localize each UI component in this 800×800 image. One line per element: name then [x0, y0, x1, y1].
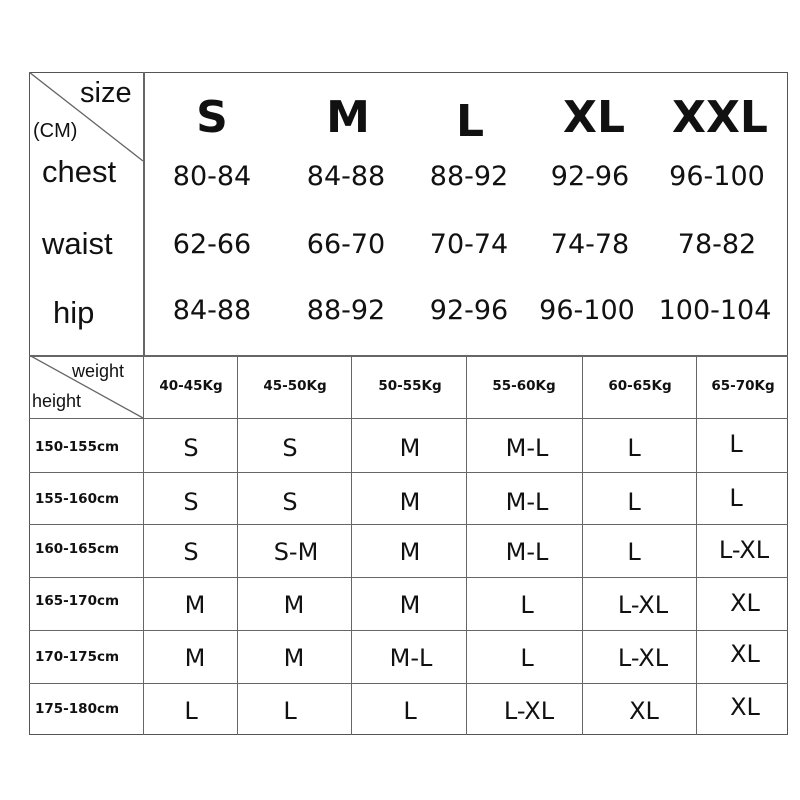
- size-cell: M-L: [505, 434, 549, 462]
- grid-row-line: [29, 683, 788, 684]
- corner-size-label: size: [80, 77, 132, 109]
- hip-value: 100-104: [658, 295, 772, 326]
- weight-header: 55-60Kg: [492, 378, 556, 394]
- chest-value: 80-84: [172, 161, 252, 192]
- hip-value: 96-100: [539, 295, 635, 326]
- size-header-xxl: XXL: [672, 92, 768, 143]
- size-cell: M: [399, 538, 421, 566]
- size-cell: M: [184, 591, 206, 619]
- size-cell: M: [283, 591, 305, 619]
- waist-value: 78-82: [677, 229, 757, 260]
- chest-value: 96-100: [669, 161, 765, 192]
- height-header: 150-155cm: [35, 439, 120, 455]
- height-header: 160-165cm: [35, 541, 120, 557]
- waist-value: 74-78: [550, 229, 630, 260]
- size-cell: L: [627, 434, 641, 462]
- size-cell: L-XL: [617, 591, 669, 619]
- size-cell: L-XL: [617, 644, 669, 672]
- size-cell: S: [183, 538, 199, 566]
- height-header: 175-180cm: [35, 701, 120, 717]
- size-cell: L: [520, 591, 534, 619]
- waist-value: 62-66: [172, 229, 252, 260]
- size-cell: L: [520, 644, 534, 672]
- grid-col-line: [582, 355, 583, 735]
- size-cell: M-L: [505, 538, 549, 566]
- size-header-s: S: [196, 92, 228, 143]
- size-cell: M: [399, 488, 421, 516]
- corner-height-label: height: [32, 391, 82, 411]
- size-cell: L: [729, 430, 743, 458]
- size-cell: L: [729, 484, 743, 512]
- row-label-chest: chest: [42, 154, 117, 189]
- corner-weight-label: weight: [72, 361, 125, 381]
- chest-value: 88-92: [429, 161, 509, 192]
- grid-row-line: [29, 630, 788, 631]
- grid-col-line: [237, 355, 238, 735]
- grid-row-line: [29, 577, 788, 578]
- height-header: 155-160cm: [35, 491, 120, 507]
- size-cell: S-M: [273, 538, 319, 566]
- waist-value: 66-70: [306, 229, 386, 260]
- size-cell: XL: [730, 640, 760, 668]
- size-header-xl: XL: [563, 92, 625, 143]
- grid-row-line: [29, 472, 788, 473]
- size-cell: L-XL: [503, 697, 555, 725]
- size-cell: S: [183, 434, 199, 462]
- size-cell: L: [627, 488, 641, 516]
- size-cell: M: [184, 644, 206, 672]
- size-cell: S: [282, 434, 298, 462]
- size-cell: L: [403, 697, 417, 725]
- size-cell: M-L: [389, 644, 433, 672]
- size-cell: S: [282, 488, 298, 516]
- size-cell: M: [399, 434, 421, 462]
- weight-header: 60-65Kg: [608, 378, 672, 394]
- size-header-l: L: [455, 96, 485, 147]
- grid-col-line: [696, 355, 697, 735]
- size-header-m: M: [326, 92, 370, 143]
- grid-col-line: [351, 355, 352, 735]
- corner-unit-label: (CM): [33, 120, 78, 142]
- hip-value: 92-96: [429, 295, 509, 326]
- size-cell: XL: [730, 693, 760, 721]
- weight-header: 40-45Kg: [159, 378, 223, 394]
- size-cell: L: [283, 697, 297, 725]
- size-cell: M: [399, 591, 421, 619]
- size-cell: L-XL: [718, 536, 770, 564]
- grid-col-line: [466, 355, 467, 735]
- size-cell: L: [627, 538, 641, 566]
- weight-header: 50-55Kg: [378, 378, 442, 394]
- chest-value: 84-88: [306, 161, 386, 192]
- size-cell: M-L: [505, 488, 549, 516]
- height-header: 170-175cm: [35, 649, 120, 665]
- weight-header: 45-50Kg: [263, 378, 327, 394]
- height-header: 165-170cm: [35, 593, 120, 609]
- row-label-waist: waist: [42, 226, 113, 261]
- weight-header: 65-70Kg: [711, 378, 775, 394]
- chest-value: 92-96: [550, 161, 630, 192]
- waist-value: 70-74: [429, 229, 509, 260]
- size-cell: S: [183, 488, 199, 516]
- size-cell: XL: [629, 697, 659, 725]
- size-cell: M: [283, 644, 305, 672]
- row-label-hip: hip: [53, 295, 95, 330]
- grid-row-line: [29, 524, 788, 525]
- size-cell: L: [184, 697, 198, 725]
- size-cell: XL: [730, 589, 760, 617]
- hip-value: 84-88: [172, 295, 252, 326]
- hip-value: 88-92: [306, 295, 386, 326]
